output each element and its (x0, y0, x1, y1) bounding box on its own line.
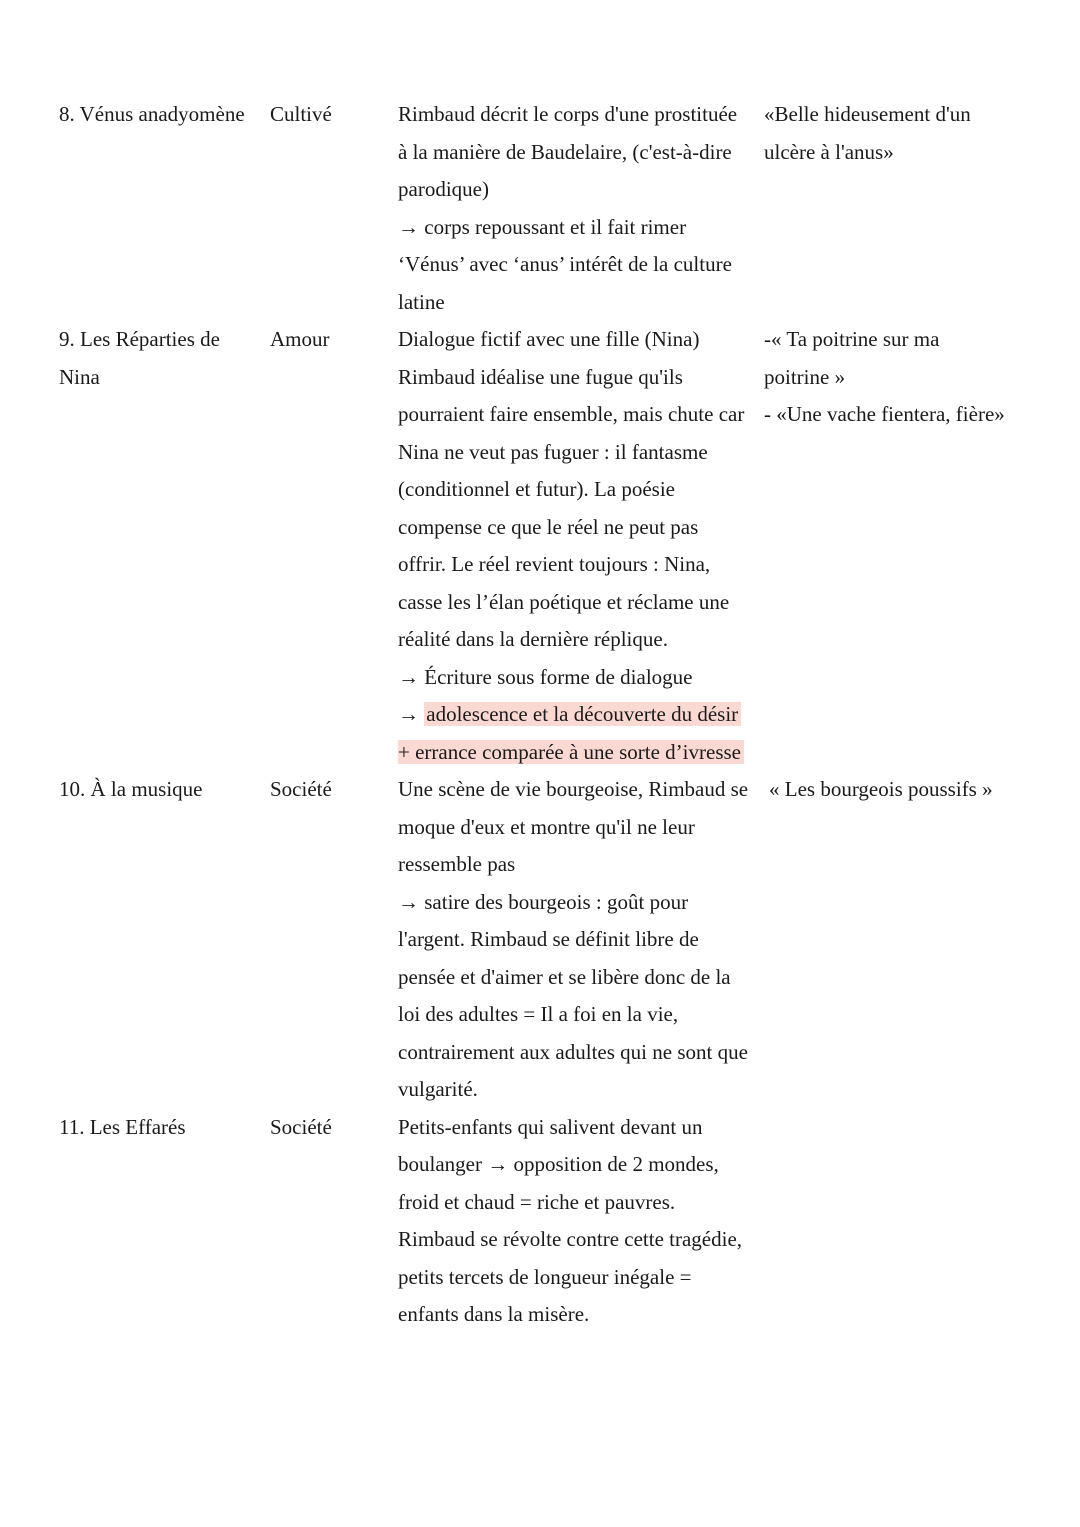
table-row (59, 321, 1039, 771)
poem-analysis: Rimbaud décrit le corps d'une prostituée à la manière de Baudelaire, (c'est-à-dire parodique) → corps repoussant et il fait rimer ‘Vénus’ avec ‘anus’ intérêt de la culture latine (398, 102, 738, 314)
poem-quote: «Belle hideusement d'un ulcère à l'anus» (764, 102, 971, 164)
poem-title: 8. Vénus anadyomène (59, 102, 245, 126)
poem-theme: Société (270, 1114, 332, 1139)
poem-quote: « Les bourgeois poussifs » (769, 777, 993, 801)
table-row (59, 96, 1039, 321)
table-row (59, 771, 1039, 1109)
highlight-mark: + errance comparée à une sorte d’ivresse (398, 740, 744, 764)
poem-title: 10. À la musique (59, 777, 203, 801)
highlighted-line (398, 734, 768, 772)
poem-title: 9. Les Réparties de Nina (59, 327, 220, 389)
poem-title: 11. Les Effarés (59, 1114, 186, 1139)
table-row (59, 1109, 1039, 1334)
poem-analysis: Dialogue fictif avec une fille (Nina) Rimbaud idéalise une fugue qu'ils pourraient faire ensemble, mais chute car Nina ne veut pas fuguer : il fantasme (conditionnel et futur). La poésie compense ce que le réel ne peut pas offrir. Le réel revient toujours : Nina, casse les l’élan poétique et réclame une réalité dans la dernière réplique. → Écriture sous forme de dialogue → adolescence et la découverte du désir + errance comparée à une sorte d’ivresse (398, 321, 768, 771)
notes-table (59, 96, 1039, 1334)
poem-analysis: Petits-enfants qui salivent devant un boulanger → opposition de 2 mondes, froid et chaud = riche et pauvres. Rimbaud se révolte contre cette tragédie, petits tercets de longueur inégale = enfants dans la misère. (398, 1114, 743, 1326)
poem-theme: Société (270, 777, 332, 801)
poem-theme: Cultivé (270, 102, 332, 126)
poem-theme: Amour (270, 327, 330, 351)
highlight-mark: adolescence et la découverte du désir (424, 702, 741, 726)
highlighted-line: → adolescence et la découverte du désir (398, 696, 768, 734)
poem-quote: -« Ta poitrine sur ma poitrine » - «Une vache fientera, fière» (764, 327, 1005, 426)
poem-analysis: Une scène de vie bourgeoise, Rimbaud se moque d'eux et montre qu'il ne leur ressemble pas → satire des bourgeois : goût pour l'argent. Rimbaud se définit libre de pensée et d'aimer et se libère donc de la loi des adultes = Il a foi en la vie, contrairement aux adultes qui ne sont que vulgarité. (398, 777, 749, 1101)
